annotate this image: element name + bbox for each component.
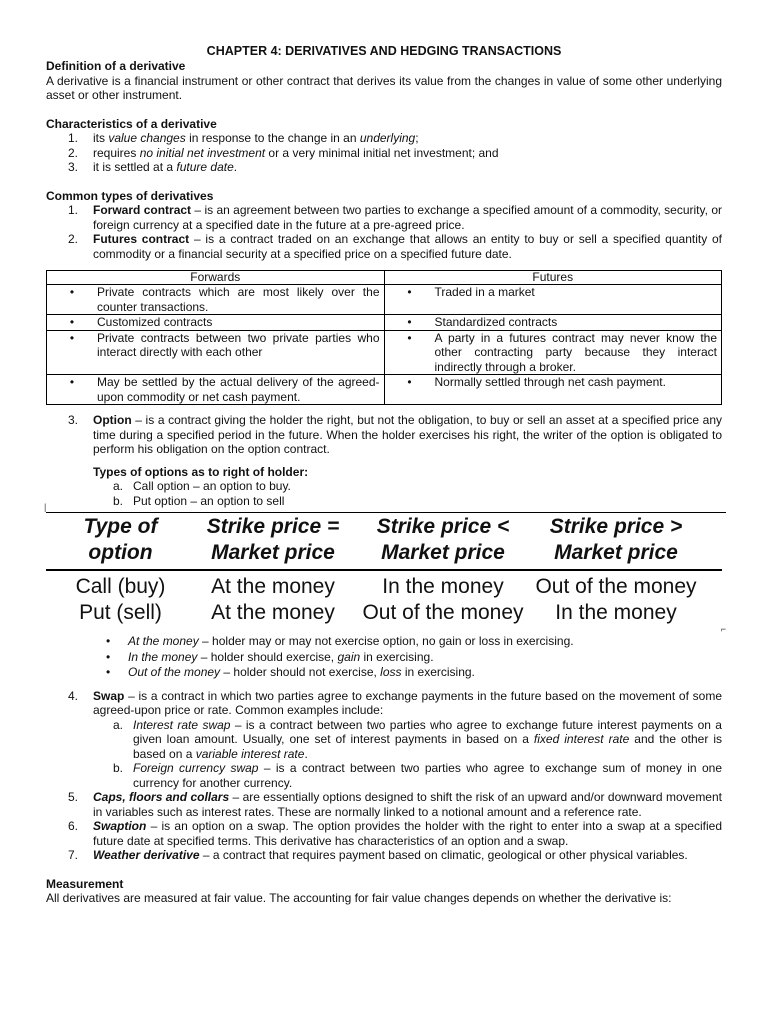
weather-derivative-item: 7. Weather derivative – a contract that requires payment based on climatic, geological or other physical variables. bbox=[68, 848, 688, 862]
caps-item: 5. Caps, floors and collars – are essentially options designed to shift the risk of an upward and/or downward movement in variables such as interest rates. These are normally linked to a notional amount and a reference rate. bbox=[68, 790, 722, 819]
table-header-forwards: Forwards bbox=[47, 271, 385, 285]
forwards-futures-table bbox=[46, 270, 722, 405]
tick-mark: | bbox=[44, 502, 47, 512]
option-item: 3. Option – is a contract giving the holder the right, but not the obligation, to buy or sell an asset at a specified price any time during a specified period in the future. When the holder exercises his right, the writer of the option is obligated to perform his obligation on the option contract. bbox=[68, 413, 722, 456]
tick-mark: ⌐ bbox=[720, 624, 726, 634]
table-row: • Customized contracts • Standardized contracts bbox=[47, 315, 722, 331]
option-types-heading: Types of options as to right of holder: bbox=[93, 464, 309, 479]
definition-text: A derivative is a financial instrument or other contract that derives its value from the changes in value of some other underlying asset or other instrument. bbox=[46, 73, 722, 102]
types-heading: Common types of derivatives bbox=[46, 188, 214, 203]
table-row: • Private contracts between two private parties who interact directly with each other • A party in a futures contract may never know the other contracting party because they interact indirectly through a broker. bbox=[47, 330, 722, 375]
list-item: • At the money – holder may or may not exercise option, no gain or loss in exercising. bbox=[106, 634, 574, 648]
characteristics-heading: Characteristics of a derivative bbox=[46, 116, 217, 131]
futures-contract-item: 2. Futures contract – is a contract traded on an exchange that allows an entity to buy or sell a specified quantity of commodity or a financial security at a specified price on a specified future date. bbox=[68, 232, 723, 261]
characteristics-list bbox=[46, 131, 722, 175]
table-row: • May be settled by the actual delivery of the agreed-upon commodity or net cash payment. • Normally settled through net cash payment. bbox=[47, 375, 722, 405]
list-item: a. Interest rate swap – is a contract between two parties who agree to exchange future interest payments on a given loan amount. Usually, one set of interest payments in based on a fixed interest rate and the other is based on a variable interest rate. bbox=[113, 717, 722, 761]
measurement-heading: Measurement bbox=[46, 876, 124, 891]
option-table-header: Type of option Strike price = Market price Strike price < Market price Strike price > Market price bbox=[83, 515, 683, 564]
swaption-item: 6. Swaption – is an option on a swap. The option provides the holder with the right to enter into a swap at a specified future date at specified terms. This derivative has characteristics of an option and a swap. bbox=[68, 819, 722, 848]
swap-item: 4. Swap – is a contract in which two parties agree to exchange payments in the future based on the movement of some agreed-upon price or rate. Common examples include: bbox=[68, 688, 722, 717]
chapter-title: CHAPTER 4: DERIVATIVES AND HEDGING TRANSACTIONS bbox=[206, 44, 562, 58]
table-row: • Private contracts which are most likely over the counter transactions. • Traded in a market bbox=[47, 285, 722, 315]
table-row: Call (buy) At the money In the money Out of the money bbox=[75, 575, 697, 598]
table-header-futures: Futures bbox=[384, 271, 722, 285]
list-item: 1. its value changes in response to the change in an underlying; bbox=[68, 131, 419, 145]
measurement-text: All derivatives are measured at fair value. The accounting for fair value changes depends on whether the derivative is: bbox=[46, 891, 672, 905]
list-item: 3. it is settled at a future date. bbox=[68, 160, 238, 174]
list-item: 2. requires no initial net investment or a very minimal initial net investment; and bbox=[68, 145, 499, 160]
option-moneyness-table bbox=[44, 502, 726, 634]
definition-heading: Definition of a derivative bbox=[46, 59, 186, 73]
list-item: b. Put option – an option to sell bbox=[113, 493, 285, 508]
list-item: a. Call option – an option to buy. bbox=[113, 479, 291, 493]
table-row: Put (sell) At the money Out of the money In the money bbox=[79, 601, 677, 624]
document-page bbox=[44, 44, 726, 906]
list-item: b. Foreign currency swap – is a contract between two parties who agree to exchange sum of money in one currency for another currency. bbox=[113, 761, 722, 790]
list-item: • Out of the money – holder should not exercise, loss in exercising. bbox=[106, 665, 475, 679]
list-item: • In the money – holder should exercise, gain in exercising. bbox=[106, 649, 434, 664]
forward-contract-item: 1. Forward contract – is an agreement between two parties to exchange a specified amount of a commodity, security, or foreign currency at a specified date in the future at a pre-agreed price. bbox=[68, 203, 722, 232]
moneyness-list bbox=[46, 634, 722, 681]
